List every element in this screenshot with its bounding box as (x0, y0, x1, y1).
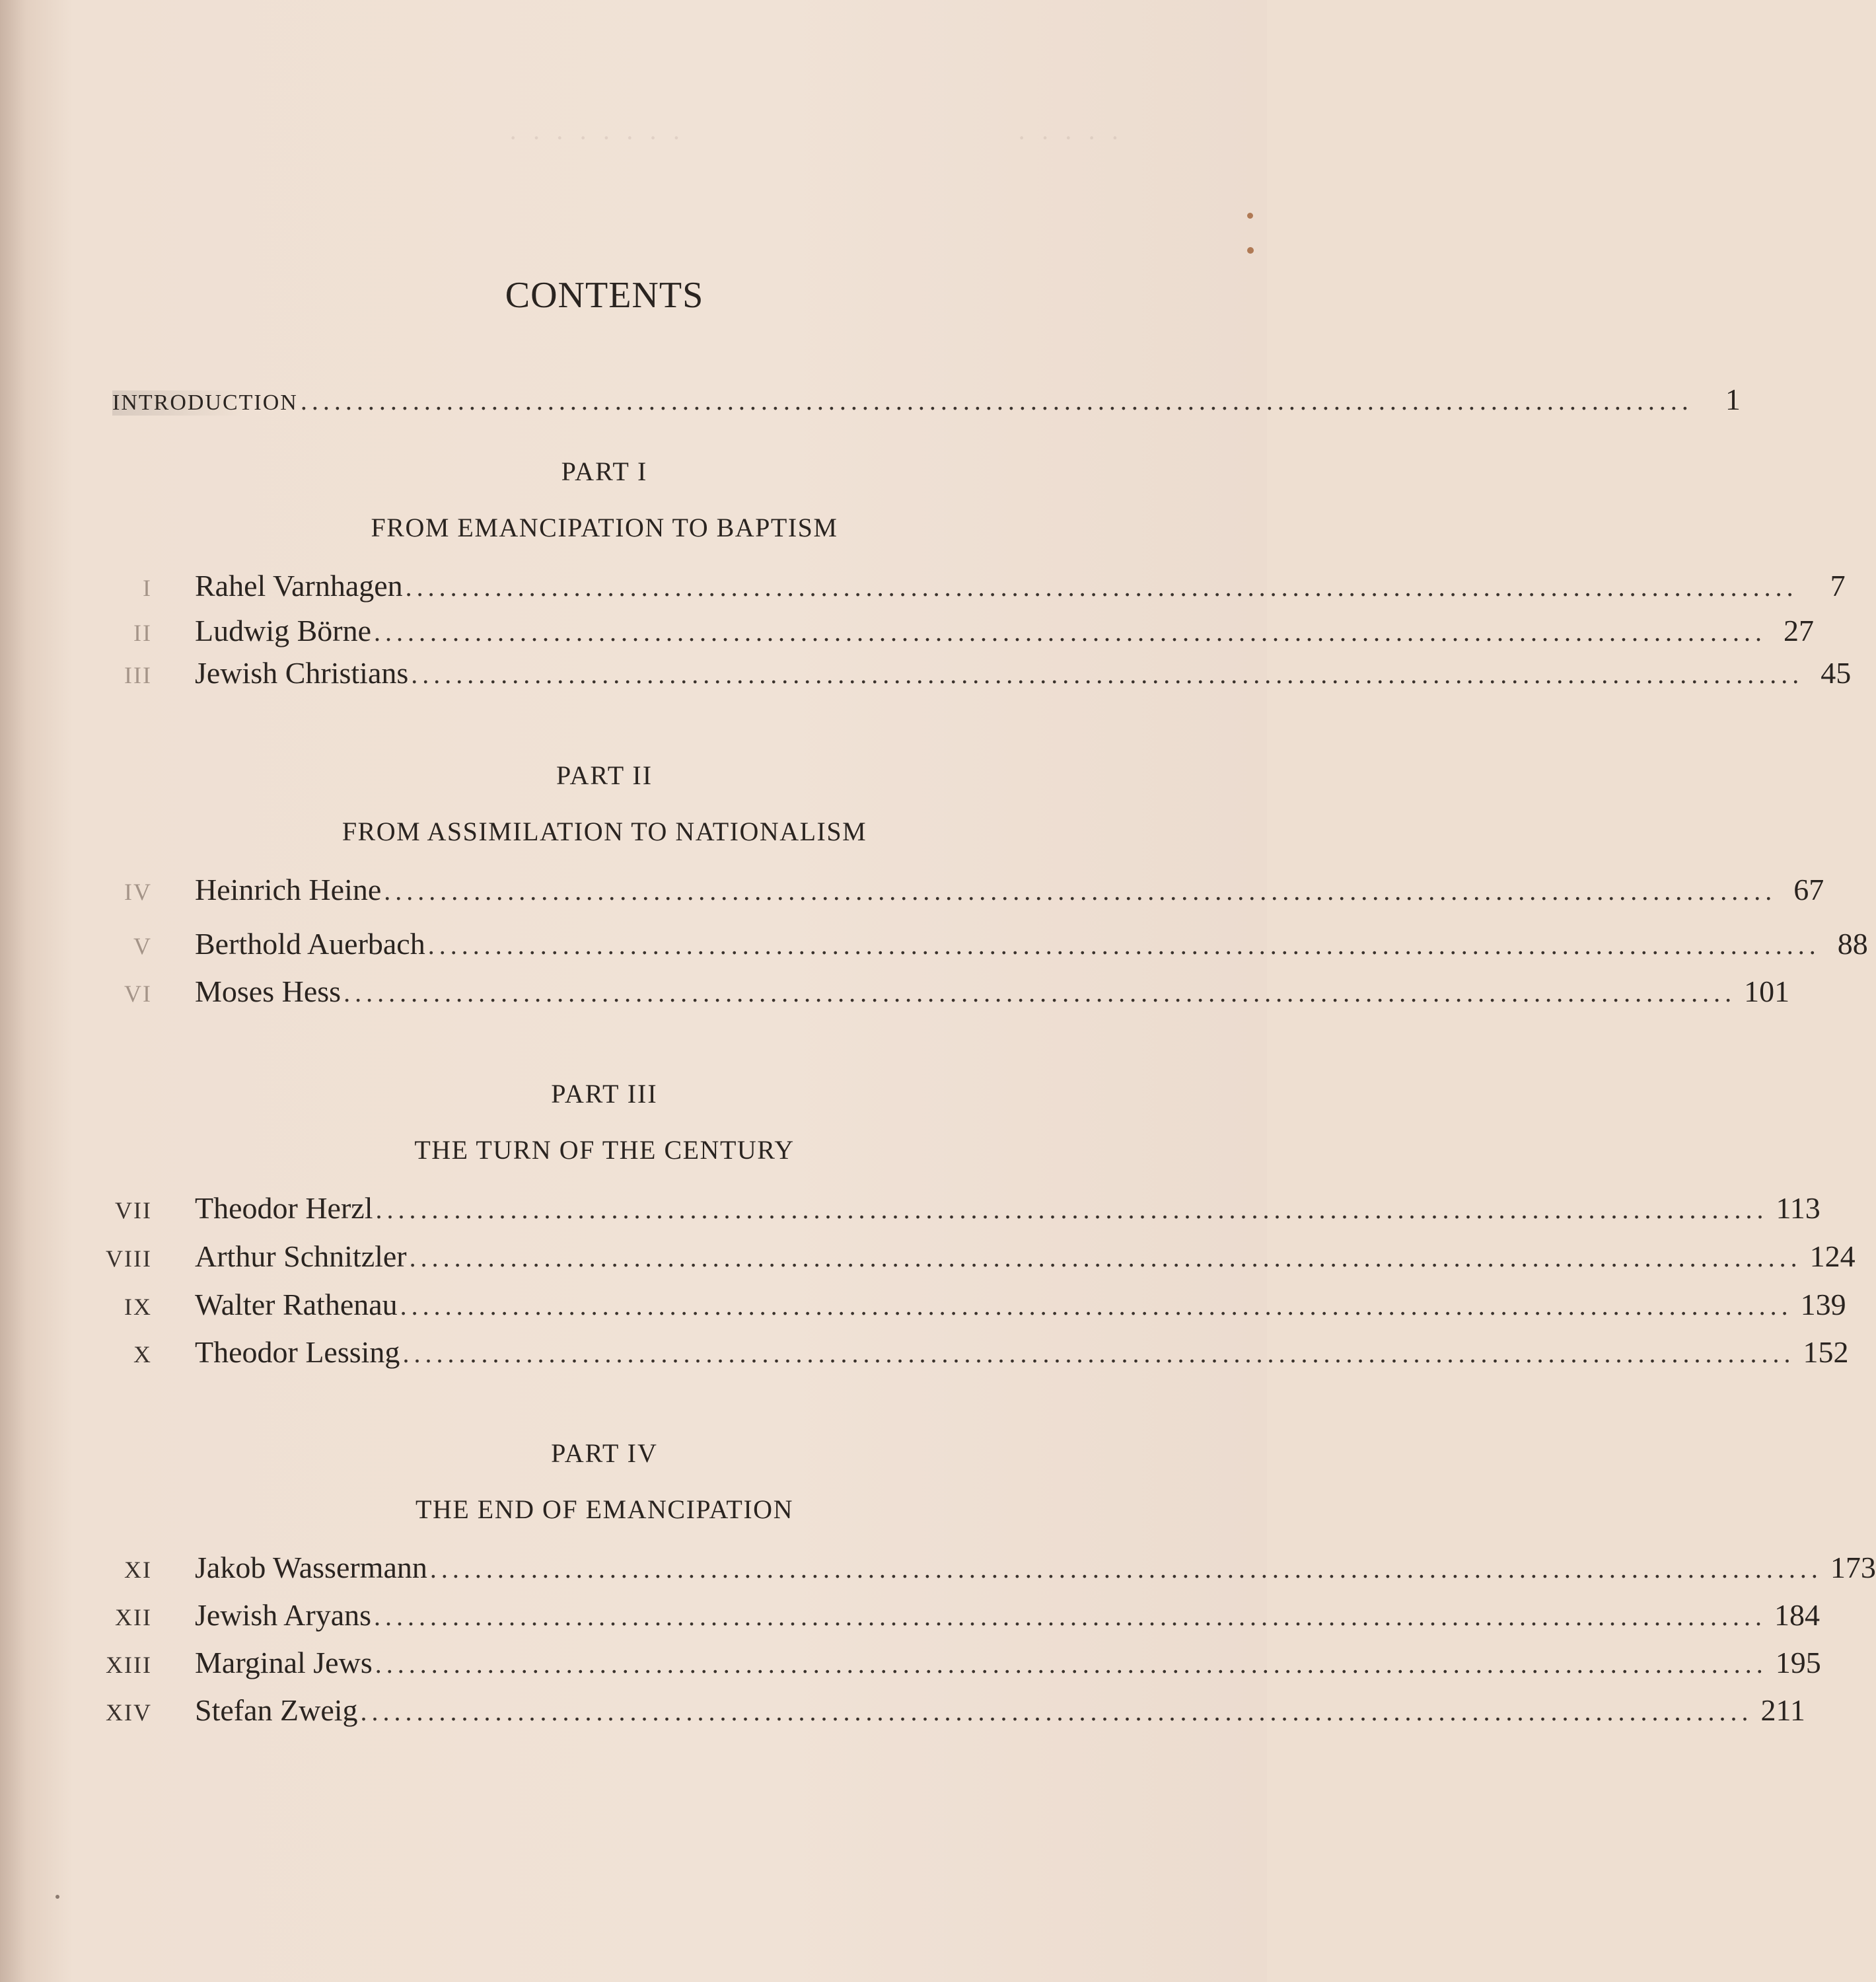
part-4-title: THE END OF EMANCIPATION (415, 1494, 793, 1524)
chapter-number: IX (124, 1294, 152, 1320)
leader-dots: ............................................................................................................................ (411, 659, 1804, 689)
leader-dots: ............................................................................................................................ (374, 1601, 1767, 1631)
chapter-number: XI (124, 1557, 152, 1583)
chapter-title: Marginal Jews (195, 1646, 373, 1679)
chapter-number: II (133, 620, 152, 646)
chapter-title: Walter Rathenau (195, 1288, 398, 1321)
chapter-number: XIII (106, 1652, 152, 1678)
part-3-label: PART III (551, 1079, 658, 1109)
chapter-title: Jewish Christians (195, 656, 409, 690)
toc-row-chapter[interactable] (92, 1693, 1805, 1734)
leader-dots: ............................................................................................................................ (360, 1697, 1753, 1726)
chapter-number: X (133, 1341, 152, 1368)
chapter-number: VI (124, 980, 152, 1007)
contents-heading: CONTENTS (505, 275, 704, 316)
chapter-title: Theodor Lessing (195, 1335, 400, 1369)
toc-row-chapter[interactable] (92, 1645, 1821, 1686)
page-number: 139 (1800, 1288, 1846, 1321)
toc-row-chapter[interactable] (92, 568, 1846, 609)
chapter-title: Arthur Schnitzler (195, 1239, 407, 1273)
leader-dots: ............................................................................................................................ (375, 1194, 1768, 1224)
toc-row-chapter[interactable] (92, 613, 1815, 654)
toc-row-chapter[interactable] (92, 872, 1824, 913)
chapter-title: Theodor Herzl (195, 1191, 373, 1225)
leader-dots: ............................................................................................................................ (374, 617, 1767, 647)
leader-dots: ............................................................................................................................ (375, 1649, 1768, 1679)
leader-dots: ............................................................................................................................ (405, 572, 1798, 602)
page-number: 152 (1803, 1335, 1849, 1369)
page-number: 211 (1760, 1693, 1805, 1727)
part-1-label: PART I (561, 457, 648, 486)
chapter-number: IV (124, 879, 152, 905)
page-number: 88 (1837, 927, 1868, 961)
chapter-title: Rahel Varnhagen (195, 569, 403, 603)
part-2-title: FROM ASSIMILATION TO NATIONALISM (342, 817, 867, 846)
leader-dots: ............................................................................................................................ (427, 930, 1821, 960)
leader-dots: ............................................................................................................................ (384, 876, 1777, 906)
leader-dots: ............................................................................................................................ (402, 1339, 1795, 1368)
page-number: 113 (1776, 1191, 1821, 1225)
chapter-number: III (124, 662, 152, 688)
toc-row-chapter[interactable] (92, 1335, 1849, 1376)
page-number: 173 (1830, 1551, 1876, 1584)
introduction-label: INTRODUCTION (112, 390, 298, 415)
part-2-label: PART II (556, 760, 653, 790)
chapter-title: Stefan Zweig (195, 1693, 358, 1727)
chapter-number: XIV (106, 1699, 152, 1726)
toc-row-chapter[interactable] (92, 1597, 1821, 1638)
page-number: 7 (1830, 569, 1846, 603)
chapter-title: Jewish Aryans (195, 1598, 372, 1632)
toc-row-introduction[interactable] (112, 382, 1741, 423)
toc-row-chapter[interactable] (92, 655, 1852, 696)
toc-row-chapter[interactable] (92, 1239, 1856, 1280)
chapter-number: I (143, 575, 152, 601)
chapter-title: Moses Hess (195, 974, 342, 1008)
show-through-from-previous-page: · · · · · · · · · · · · · (509, 123, 1124, 153)
page-number: 195 (1775, 1646, 1821, 1679)
leader-dots: ............................................................................................................................ (409, 1243, 1802, 1272)
page-number: 1 (1725, 383, 1741, 416)
leader-dots: ............................................................................................................................ (300, 386, 1693, 416)
chapter-title: Ludwig Börne (195, 614, 372, 647)
page-number: 101 (1744, 974, 1790, 1008)
page-number: 124 (1809, 1239, 1856, 1273)
part-1-title: FROM EMANCIPATION TO BAPTISM (371, 513, 838, 542)
toc-row-chapter[interactable] (92, 1191, 1821, 1231)
leader-dots: ............................................................................................................................ (343, 978, 1737, 1008)
toc-row-chapter[interactable] (92, 926, 1868, 967)
page-number: 27 (1784, 614, 1815, 647)
part-3-title: THE TURN OF THE CENTURY (414, 1135, 795, 1165)
chapter-title: Heinrich Heine (195, 873, 382, 906)
toc-row-chapter[interactable] (92, 974, 1790, 1015)
chapter-title: Berthold Auerbach (195, 927, 425, 961)
page-number: 67 (1793, 873, 1824, 906)
toc-row-chapter[interactable] (92, 1287, 1846, 1328)
chapter-number: XII (115, 1604, 152, 1631)
page-number: 184 (1774, 1598, 1821, 1632)
page-number: 45 (1821, 656, 1852, 690)
leader-dots: ............................................................................................................................ (429, 1554, 1822, 1584)
chapter-number: VIII (106, 1245, 152, 1272)
part-4-label: PART IV (551, 1438, 658, 1468)
chapter-number: VII (115, 1197, 152, 1224)
leader-dots: ............................................................................................................................ (400, 1291, 1793, 1321)
chapter-title: Jakob Wassermann (195, 1551, 427, 1584)
chapter-number: V (133, 933, 152, 959)
toc-row-chapter[interactable] (92, 1550, 1876, 1591)
